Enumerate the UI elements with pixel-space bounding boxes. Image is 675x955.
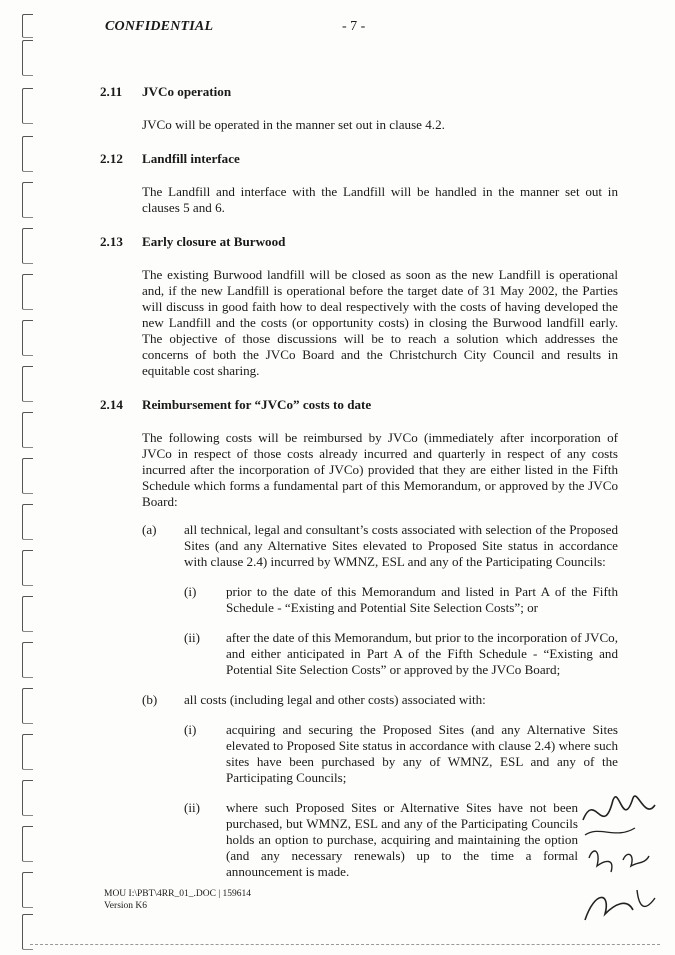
section-paragraph: The Landfill and interface with the Landfill will be handled in the manner set out in clauses 5 and 6.: [142, 184, 618, 215]
binder-mark: [22, 182, 33, 218]
subitem-text: prior to the date of this Memorandum and listed in Part A of the Fifth Schedule - “Existing and Potential Site Selection Costs”; or: [226, 584, 618, 615]
section-title: Landfill interface: [142, 151, 240, 166]
section-paragraph: The following costs will be reimbursed by JVCo (immediately after incorporation of JVCo in respect of those costs already incurred and quarterly in respect of any costs incurred after the incorporation of JVCo) provided that they are either listed in the Fifth Schedule which forms a fundamental part of this Memorandum, or approved by the JVCo Board:: [142, 430, 618, 509]
binder-mark: [22, 872, 33, 908]
binder-mark: [22, 366, 33, 402]
page-bottom-edge: [30, 944, 660, 945]
binder-mark: [22, 734, 33, 770]
binder-mark: [22, 14, 33, 38]
subitem-text: acquiring and securing the Proposed Sites (and any Alternative Sites elevated to Proposed Site status in accordance with clause 2.4) where such sites have been purchased by any of WMNZ, ESL and any of the Participating Councils;: [226, 722, 618, 785]
binder-hole-marks: [8, 0, 38, 955]
item-text: all costs (including legal and other costs) associated with:: [184, 692, 486, 707]
binder-mark: [22, 550, 33, 586]
document-body: [100, 84, 618, 894]
page-number: - 7 -: [342, 19, 366, 34]
section-heading: [100, 397, 618, 413]
list-subitem: [184, 800, 578, 880]
binder-mark: [22, 320, 33, 356]
footer-document-ref: MOU I:\PBT\4RR_01_.DOC | 159614: [104, 889, 252, 899]
list-subitem: [184, 722, 618, 786]
binder-mark: [22, 136, 33, 172]
item-text: all technical, legal and consultant’s costs associated with selection of the Proposed Sites (and any Alternative Sites elevated to Proposed Site status in accordance with clause 2.4) incurred by WMNZ, ESL and any of the Participating Councils:: [184, 522, 618, 569]
binder-mark: [22, 780, 33, 816]
section-title: JVCo operation: [142, 84, 232, 99]
page-footer: [104, 888, 251, 912]
subitem-label: (i): [184, 584, 197, 599]
list-subitem: [184, 630, 618, 678]
binder-mark: [22, 458, 33, 494]
section-heading: [100, 151, 618, 167]
list-item-a: [142, 522, 618, 570]
binder-mark: [22, 826, 33, 862]
section-heading: [100, 234, 618, 250]
list-subitem: [184, 584, 618, 616]
subitem-label: (ii): [184, 800, 200, 815]
section-heading: [100, 84, 618, 100]
binder-mark: [22, 88, 33, 124]
section-title: Reimbursement for “JVCo” costs to date: [142, 397, 372, 412]
handwritten-initials: [575, 780, 665, 940]
confidential-label: CONFIDENTIAL: [105, 19, 214, 34]
section-paragraph: The existing Burwood landfill will be closed as soon as the new Landfill is operational and, if the new Landfill is operational before the target date of 31 May 2002, the Parties will discuss in good faith how to deal respectively with the costs of having developed the new Landfill and the costs (or opportunity costs) in closing the Burwood landfill early. The objective of those discussions will be to reach a solution which addresses the concerns of both the JVCo Board and the Christchurch City Council and results in equitable cost sharing.: [142, 267, 618, 378]
binder-mark: [22, 642, 33, 678]
page-header: [105, 19, 625, 39]
subitem-text: where such Proposed Sites or Alternative Sites have not been purchased, but WMNZ, ESL and any of the Participating Councils holds an option to purchase, acquiring and maintaining the option (and any necessary renewals) up to the time a formal announcement is made.: [226, 800, 578, 879]
binder-mark: [22, 274, 33, 310]
section-number: 2.14: [100, 397, 123, 412]
item-label: (a): [142, 522, 157, 537]
binder-mark: [22, 228, 33, 264]
section-number: 2.13: [100, 234, 123, 249]
binder-mark: [22, 412, 33, 448]
binder-mark: [22, 596, 33, 632]
section-number: 2.11: [100, 84, 123, 99]
binder-mark: [22, 40, 33, 76]
binder-mark: [22, 688, 33, 724]
list-item-b: [142, 692, 618, 708]
binder-mark: [22, 504, 33, 540]
item-label: (b): [142, 692, 158, 707]
subitem-label: (ii): [184, 630, 200, 645]
section-number: 2.12: [100, 151, 123, 166]
section-title: Early closure at Burwood: [142, 234, 286, 249]
subitem-label: (i): [184, 722, 197, 737]
subitem-text: after the date of this Memorandum, but prior to the incorporation of JVCo, and either anticipated in Part A of the Fifth Schedule - “Existing and Potential Site Selection Costs” or approved by the JVCo Board;: [226, 630, 618, 677]
footer-version: Version K6: [104, 901, 148, 911]
section-paragraph: JVCo will be operated in the manner set out in clause 4.2.: [142, 117, 445, 132]
